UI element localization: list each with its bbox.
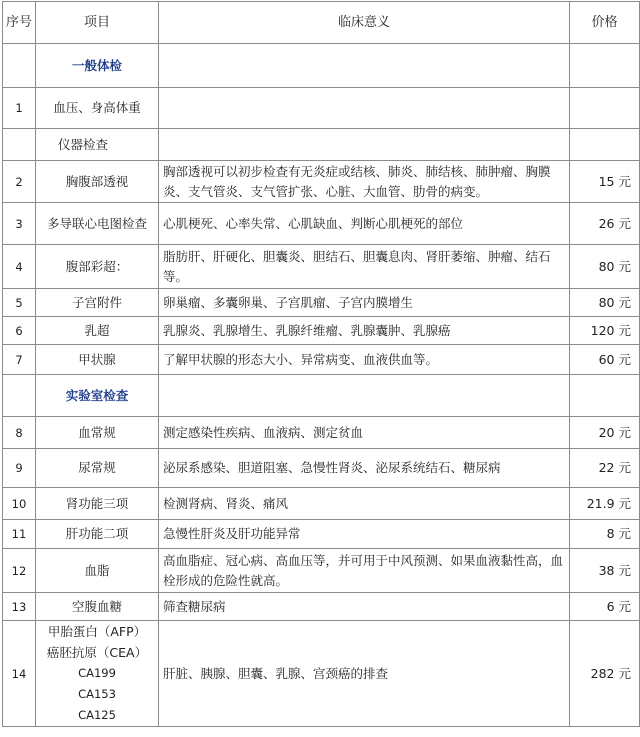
row-item-line: CA125 xyxy=(78,708,116,722)
row-meaning: 测定感染性疾病、血液病、测定贫血 xyxy=(159,417,570,449)
row-no: 1 xyxy=(3,88,36,129)
row-item: 乳超 xyxy=(36,317,159,345)
row-item-stack xyxy=(36,621,159,727)
row-no: 8 xyxy=(3,417,36,449)
section-row-general xyxy=(3,44,640,88)
row-meaning: 心肌梗死、心率失常、心肌缺血、判断心肌梗死的部位 xyxy=(159,203,570,245)
row-meaning: 检测肾病、肾炎、痛风 xyxy=(159,488,570,520)
table-row xyxy=(3,520,640,549)
table-header-row xyxy=(3,2,640,44)
row-price: 22 元 xyxy=(570,449,640,488)
row-item-line: 癌胚抗原（CEA） xyxy=(46,645,148,660)
table-row xyxy=(3,317,640,345)
row-price: 8 元 xyxy=(570,520,640,549)
header-item: 项目 xyxy=(36,2,159,44)
header-no xyxy=(3,2,36,44)
row-price: 282 元 xyxy=(570,621,640,727)
row-item: 子宫附件 xyxy=(36,289,159,317)
row-no: 13 xyxy=(3,593,36,621)
table-row xyxy=(3,203,640,245)
row-meaning: 了解甲状腺的形态大小、异常病变、血液供血等。 xyxy=(159,345,570,375)
row-price: 120 元 xyxy=(570,317,640,345)
health-checkup-table xyxy=(2,1,640,727)
row-no: 7 xyxy=(3,345,36,375)
row-no: 12 xyxy=(3,549,36,593)
table-row xyxy=(3,549,640,593)
row-meaning: 肝脏、胰腺、胆囊、乳腺、宫颈癌的排查 xyxy=(159,621,570,727)
row-no: 4 xyxy=(3,245,36,289)
row-meaning: 高血脂症、冠心病、高血压等，并可用于中风预测、如果血液黏性高，血栓形成的危险性就高。 xyxy=(159,549,570,593)
table-row xyxy=(3,593,640,621)
row-meaning: 筛查糖尿病 xyxy=(159,593,570,621)
subsection-row-instrument xyxy=(3,129,640,161)
table-row xyxy=(3,289,640,317)
row-no: 2 xyxy=(3,161,36,203)
row-no: 11 xyxy=(3,520,36,549)
row-item: 腹部彩超： xyxy=(36,245,159,289)
section-row-lab xyxy=(3,375,640,417)
header-price: 价格 xyxy=(570,2,640,44)
row-meaning: 胸部透视可以初步检查有无炎症或结核、肺炎、肺结核、肺肿瘤、胸膜炎、支气管炎、支气管扩张、心脏、大血管、肋骨的病变。 xyxy=(159,161,570,203)
row-no: 6 xyxy=(3,317,36,345)
row-no: 10 xyxy=(3,488,36,520)
row-item-line: 甲胎蛋白（AFP） xyxy=(47,624,147,639)
row-item: 甲状腺 xyxy=(36,345,159,375)
row-price xyxy=(570,88,640,129)
row-item: 胸腹部透视 xyxy=(36,161,159,203)
row-item: 肾功能三项 xyxy=(36,488,159,520)
row-price: 80 元 xyxy=(570,289,640,317)
row-item: 多导联心电图检查 xyxy=(36,203,159,245)
row-no: 14 xyxy=(3,621,36,727)
table-row xyxy=(3,621,640,727)
table-row xyxy=(3,488,640,520)
row-price: 15 元 xyxy=(570,161,640,203)
row-item: 血常规 xyxy=(36,417,159,449)
row-meaning xyxy=(159,88,570,129)
row-item: 肝功能二项 xyxy=(36,520,159,549)
table-row xyxy=(3,417,640,449)
row-no: 5 xyxy=(3,289,36,317)
row-meaning: 卵巢瘤、多囊卵巢、子宫肌瘤、子宫内膜增生 xyxy=(159,289,570,317)
row-price: 38 元 xyxy=(570,549,640,593)
row-price: 26 元 xyxy=(570,203,640,245)
row-meaning: 脂肪肝、肝硬化、胆囊炎、胆结石、胆囊息肉、肾肝萎缩、肿瘤、结石等。 xyxy=(159,245,570,289)
row-item: 血脂 xyxy=(36,549,159,593)
row-price: 6 元 xyxy=(570,593,640,621)
row-price: 80 元 xyxy=(570,245,640,289)
section-title-lab: 实验室检查 xyxy=(36,375,159,417)
subsection-title-instrument: 仪器检查 xyxy=(36,129,159,161)
row-item: 尿常规 xyxy=(36,449,159,488)
table-row xyxy=(3,345,640,375)
table-row xyxy=(3,245,640,289)
row-item-line: CA153 xyxy=(78,687,116,701)
row-item: 空腹血糖 xyxy=(36,593,159,621)
row-meaning: 乳腺炎、乳腺增生、乳腺纤维瘤、乳腺囊肿、乳腺癌 xyxy=(159,317,570,345)
table-row xyxy=(3,449,640,488)
row-item-line: CA199 xyxy=(78,666,116,680)
table-row xyxy=(3,88,640,129)
row-price: 60 元 xyxy=(570,345,640,375)
header-meaning: 临床意义 xyxy=(159,2,570,44)
row-meaning: 急慢性肝炎及肝功能异常 xyxy=(159,520,570,549)
row-meaning: 泌尿系感染、胆道阻塞、急慢性肾炎、泌尿系统结石、糖尿病 xyxy=(159,449,570,488)
row-no: 3 xyxy=(3,203,36,245)
row-item: 血压、身高体重 xyxy=(36,88,159,129)
section-title-general: 一般体检 xyxy=(36,44,159,88)
row-price: 20 元 xyxy=(570,417,640,449)
row-no: 9 xyxy=(3,449,36,488)
row-price: 21.9 元 xyxy=(570,488,640,520)
header-no-label: 序号 xyxy=(5,14,32,30)
table-row xyxy=(3,161,640,203)
